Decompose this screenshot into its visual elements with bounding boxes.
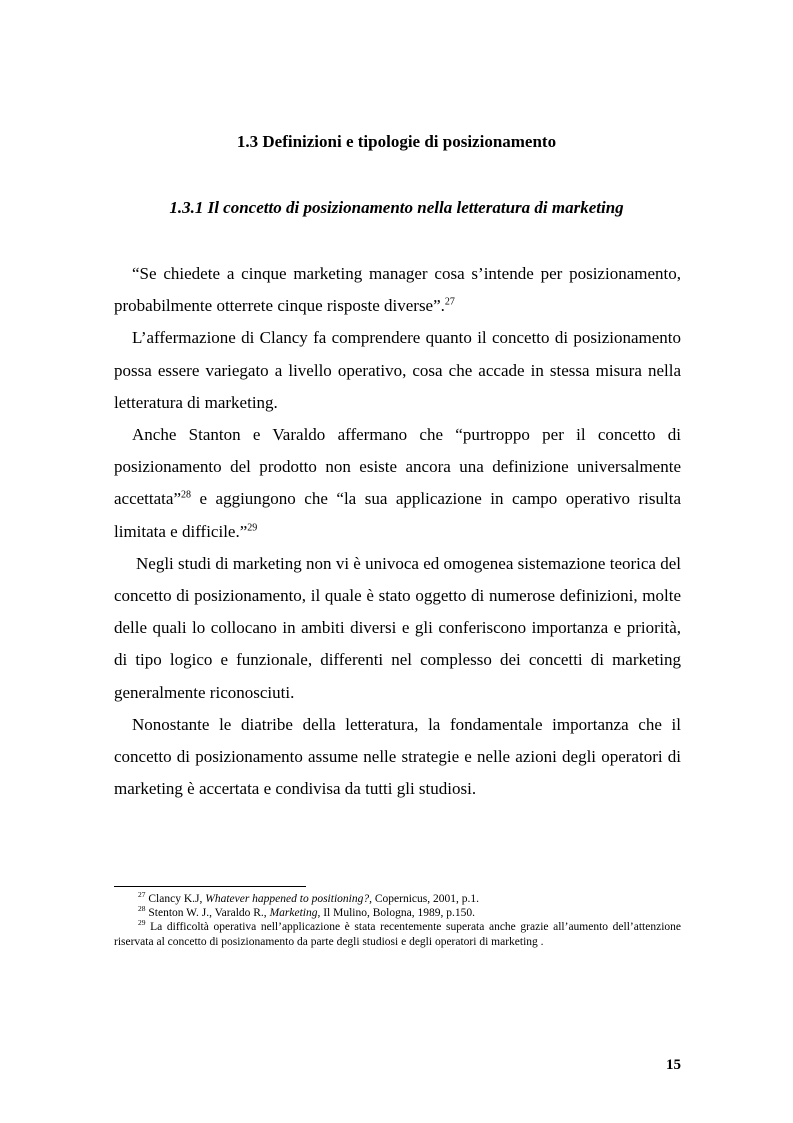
footnote-text: Copernicus, 2001, p.1.	[371, 893, 479, 905]
footnote-27	[114, 892, 681, 906]
page-number: 15	[666, 1057, 681, 1073]
paragraph-studi	[114, 548, 681, 709]
footnote-text: Stenton W. J., Varaldo R.,	[148, 907, 270, 920]
footnote-number: 29	[138, 918, 146, 928]
paragraph-quote	[114, 258, 681, 322]
paragraph-clancy	[114, 322, 681, 419]
footnote-separator	[114, 886, 306, 887]
footnote-text: La difficoltà operativa nell’applicazione è stata recentemente superata anche grazie all’aumento dell’attenzione riservata al concetto di posizionamento da parte degli studiosi e degli operatori di marketing .	[114, 921, 682, 948]
footnote-number: 27	[138, 890, 146, 900]
footnote-ref-29[interactable]: 29	[247, 521, 258, 533]
footnote-title: Marketing	[269, 907, 318, 920]
paragraph-stanton-varaldo	[114, 419, 681, 548]
subsection-heading: 1.3.1 Il concetto di posizionamento nella letteratura di marketing	[169, 198, 624, 217]
footnote-ref-28[interactable]: 28	[181, 489, 191, 501]
paragraph-nonostante	[114, 709, 681, 806]
paragraph-stanton-text-b: e aggiungono che “la sua applicazione in campo operativo risulta limitata e difficile.”	[114, 489, 681, 541]
footnote-ref-27[interactable]: 27	[444, 296, 455, 308]
footnote-title: Whatever happened to positioning?,	[205, 893, 372, 905]
footnote-text: , Il Mulino, Bologna, 1989, p.150.	[317, 907, 475, 920]
paragraph-studi-text: Negli studi di marketing non vi è univoca ed omogenea sistemazione teorica del concetto di posizionamento, il quale è stato oggetto di numerose definizioni, molte delle quali lo collocano in ambiti diversi e gli conferiscono importanza e priorità, di tipo logico e funzionale, differenti nel complesso dei concetti di marketing generalmente riconosciuti.	[114, 553, 681, 702]
footnote-28	[114, 906, 681, 920]
footnote-29	[114, 920, 681, 948]
paragraph-nonostante-text: Nonostante le diatribe della letteratura, la fondamentale importanza che il concetto di posizionamento assume nelle strategie e nelle azioni degli operatori di marketing è accertata e condivisa da tutti gli studiosi.	[114, 714, 681, 799]
paragraph-quote-text: “Se chiedete a cinque marketing manager cosa s’intende per posizionamento, probabilmente otterrete cinque risposte diverse”.	[114, 264, 681, 316]
paragraph-clancy-text: L’affermazione di Clancy fa comprendere quanto il concetto di posizionamento possa essere variegato a livello operativo, cosa che accade in stessa misura nella letteratura di marketing.	[114, 328, 681, 412]
body-text	[114, 258, 681, 805]
footnotes	[114, 892, 681, 949]
section-heading: 1.3 Definizioni e tipologie di posizionamento	[236, 132, 557, 151]
footnote-number: 28	[138, 904, 146, 914]
footnote-text: Clancy K.J,	[148, 893, 206, 905]
paragraph-stanton-text-a: Anche Stanton e Varaldo affermano che “purtroppo per il concetto di posizionamento del prodotto non esiste ancora una definizione universalmente accettata”	[114, 425, 681, 509]
